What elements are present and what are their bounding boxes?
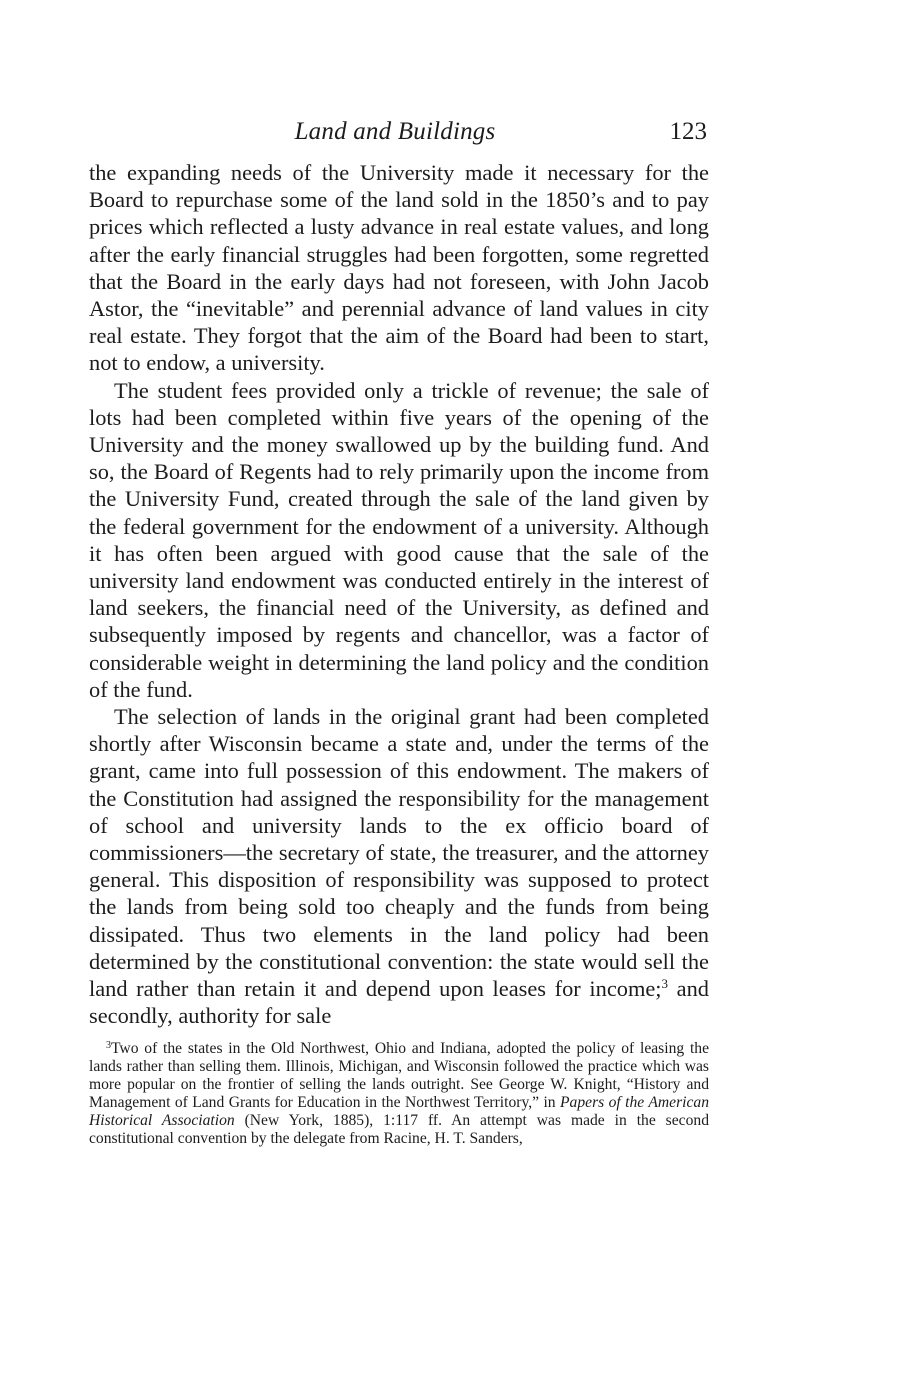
page-number: 123 [669,118,707,145]
footnote-paragraph [89,1040,709,1149]
paragraph-3 [89,703,709,1029]
footnote [89,1040,709,1149]
paragraph-1: the expanding needs of the University made it necessary for the Board to repurchase some of the land sold in the 1850’s and to pay prices which reflected a lusty advance in real estate values, and long after the early financial struggles had been forgotten, some regretted that the Board in the early days had not foreseen, with John Jacob Astor, the “inevitable” and perennial advance of land values in city real estate. They forgot that the aim of the Board had been to start, not to endow, a university. [89,160,709,376]
paragraph-2: The student fees provided only a trickle of revenue; the sale of lots had been completed within five years of the opening of the University and the money swallowed up by the building fund. And so, the Board of Regents had to rely primarily upon the income from the University Fund, created through the sale of the land given by the federal government for the endowment of a university. Although it has often been argued with good cause that the sale of the university land endowment was conducted entirely in the interest of land seekers, the financial need of the University, as defined and subsequently imposed by regents and chancellor, was a factor of considerable weight in determining the land policy and the condition of the fund. [89,377,709,702]
footnote-reference: 3 [661,976,669,992]
running-title: Land and Buildings [294,118,496,145]
footnote-text-2: (New York, 1885), 1:117 ff. An attempt was made in the second constitutional convention by the delegate from Racine, H. T. Sanders, [89,1112,709,1148]
footnote-marker: 3 [106,1040,111,1051]
paragraph-3-text: The selection of lands in the original grant had been completed shortly after Wisconsin became a state and, under the terms of the grant, came into full possession of this endowment. The makers of the Constitution had assigned the responsibility for the management of school and university lands to the ex officio board of commissioners—the secretary of state, the treasurer, and the attorney general. This disposition of responsibility was supposed to protect the lands from being sold too cheaply and the funds from being dissipated. Thus two elements in the land policy had been determined by the constitutional convention: the state would sell the land rather than retain it and depend upon leases for income; [89,704,709,1002]
main-text [89,159,709,1030]
footnote-italic-title: Papers of the American Historical Association [89,1094,709,1130]
paragraph-3-tail: and secondly, authority for sale [89,976,709,1029]
footnote-text-1: Two of the states in the Old Northwest, Ohio and Indiana, adopted the policy of leasing the lands rather than selling them. Illinois, Michigan, and Wisconsin followed the practice which was more popular on the frontier of selling the lands outright. See George W. Knight, “History and Management of Land Grants for Education in the Northwest Territory,” in [89,1040,709,1112]
